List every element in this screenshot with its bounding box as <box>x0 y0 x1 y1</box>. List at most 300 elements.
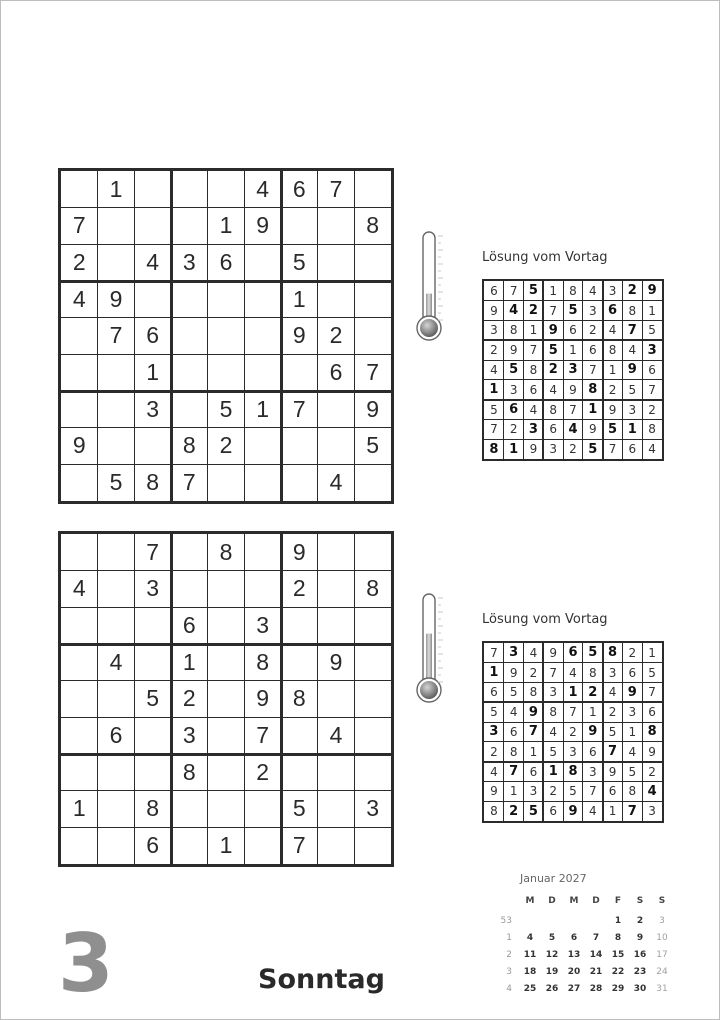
sudoku-cell[interactable]: 5 <box>219 395 233 422</box>
solution-cell: 1 <box>568 684 578 700</box>
sudoku-cell[interactable] <box>61 717 98 754</box>
sudoku-cell[interactable] <box>208 354 245 391</box>
day-number: 3 <box>58 917 114 1010</box>
sudoku-cell[interactable] <box>171 171 208 208</box>
sudoku-cell[interactable]: 8 <box>146 469 160 496</box>
solution-cell: 8 <box>588 382 598 398</box>
solution-cell: 3 <box>608 665 617 680</box>
sudoku-cell[interactable]: 2 <box>72 249 86 276</box>
calendar-weekday: S <box>636 896 644 906</box>
solution-cell: 1 <box>627 421 637 437</box>
solution-cell: 9 <box>548 322 558 338</box>
sudoku-cell[interactable] <box>98 571 135 608</box>
sudoku-cell[interactable] <box>244 318 281 355</box>
sudoku-cell[interactable] <box>208 571 245 608</box>
sudoku-cell[interactable] <box>281 208 318 245</box>
solution-cell: 8 <box>647 724 657 740</box>
solution-cell: 2 <box>648 764 656 779</box>
sudoku-cell[interactable]: 2 <box>292 575 306 602</box>
solution-cell: 5 <box>608 421 618 437</box>
solution-cell: 2 <box>528 303 538 319</box>
sudoku-cell[interactable] <box>354 534 391 571</box>
sudoku-cell[interactable]: 7 <box>146 538 160 565</box>
calendar-day: 2 <box>636 916 644 926</box>
solution-cell: 5 <box>490 705 498 720</box>
sudoku-cell[interactable] <box>98 681 135 718</box>
solution-cell: 7 <box>528 724 538 740</box>
sudoku-cell[interactable] <box>318 244 355 281</box>
sudoku-cell[interactable] <box>208 318 245 355</box>
sudoku-cell[interactable] <box>208 717 245 754</box>
solution-cell: 9 <box>648 744 656 759</box>
sudoku-cell[interactable]: 9 <box>72 432 86 459</box>
sudoku-cell[interactable]: 8 <box>146 795 160 822</box>
sudoku-cell[interactable] <box>354 281 391 318</box>
sudoku-cell[interactable] <box>318 534 355 571</box>
solution-cell: 1 <box>608 804 617 819</box>
sudoku-cell[interactable] <box>61 391 98 428</box>
sudoku-cell[interactable]: 7 <box>72 212 86 239</box>
solution-cell: 6 <box>628 665 637 680</box>
calendar-day: 9 <box>636 933 644 943</box>
solution-label: Lösung vom Vortag <box>482 250 608 265</box>
calendar-weekday: D <box>548 896 556 906</box>
sudoku-cell[interactable] <box>61 171 98 208</box>
sudoku-cell[interactable]: 8 <box>182 432 196 459</box>
sudoku-cell[interactable] <box>318 827 355 864</box>
sudoku-cell[interactable]: 2 <box>329 322 343 349</box>
calendar-day: 10 <box>656 933 668 943</box>
sudoku-cell[interactable]: 3 <box>146 395 160 422</box>
sudoku-cell[interactable] <box>171 827 208 864</box>
calendar-day: 3 <box>659 916 665 926</box>
solution-cell: 8 <box>529 362 538 377</box>
sudoku-cell[interactable]: 5 <box>146 685 160 712</box>
sudoku-cell[interactable] <box>171 281 208 318</box>
calendar-day: 7 <box>592 933 600 943</box>
sudoku-cell[interactable]: 1 <box>146 359 160 386</box>
solution-cell: 1 <box>509 441 519 457</box>
solution-cell: 1 <box>588 402 598 418</box>
sudoku-cell[interactable] <box>98 208 135 245</box>
sudoku-cell[interactable] <box>208 644 245 681</box>
sudoku-cell[interactable]: 6 <box>109 722 123 749</box>
solution-cell: 3 <box>489 724 499 740</box>
solution-grid-1 <box>482 279 664 461</box>
sudoku-cell[interactable] <box>171 571 208 608</box>
calendar-weekday: D <box>592 896 600 906</box>
sudoku-cell[interactable] <box>134 607 171 644</box>
calendar-day: 8 <box>614 933 622 943</box>
sudoku-cell[interactable]: 3 <box>256 612 270 639</box>
solution-cell: 3 <box>509 382 518 397</box>
sudoku-cell[interactable] <box>318 571 355 608</box>
solution-cell: 9 <box>509 665 518 680</box>
sudoku-cell[interactable] <box>354 171 391 208</box>
solution-cell: 5 <box>628 382 637 397</box>
solution-cell: 2 <box>548 362 558 378</box>
sudoku-cell[interactable]: 9 <box>292 538 306 565</box>
solution-cell: 7 <box>627 322 637 338</box>
sudoku-cell[interactable]: 5 <box>292 795 306 822</box>
sudoku-cell[interactable]: 1 <box>292 285 306 312</box>
solution-cell: 7 <box>549 303 558 318</box>
calendar-day: 11 <box>523 950 537 960</box>
solution-cell: 6 <box>608 303 618 319</box>
sudoku-cell[interactable] <box>318 391 355 428</box>
sudoku-cell[interactable]: 1 <box>72 795 86 822</box>
sudoku-cell[interactable]: 4 <box>329 722 343 749</box>
sudoku-cell[interactable] <box>171 318 208 355</box>
solution-cell: 6 <box>529 764 538 779</box>
sudoku-cell[interactable] <box>354 318 391 355</box>
sudoku-cell[interactable]: 9 <box>366 395 380 422</box>
solution-cell: 9 <box>568 803 578 819</box>
sudoku-cell[interactable]: 9 <box>292 322 306 349</box>
sudoku-cell[interactable]: 8 <box>366 212 380 239</box>
calendar-week-number: 1 <box>506 933 512 943</box>
solution-cell: 2 <box>569 724 577 739</box>
solution-cell: 3 <box>509 645 519 661</box>
sudoku-cell[interactable]: 7 <box>182 469 196 496</box>
calendar-day: 16 <box>633 950 647 960</box>
solution-cell: 3 <box>529 784 538 799</box>
solution-cell: 9 <box>588 422 597 437</box>
solution-cell: 2 <box>608 705 617 720</box>
solution-cell: 4 <box>647 783 657 799</box>
sudoku-cell[interactable] <box>318 281 355 318</box>
sudoku-cell[interactable] <box>318 754 355 791</box>
sudoku-cell[interactable] <box>281 354 318 391</box>
solution-cell: 5 <box>509 362 519 378</box>
sudoku-cell[interactable]: 7 <box>292 395 306 422</box>
solution-cell: 9 <box>627 684 637 700</box>
solution-cell: 4 <box>549 382 558 397</box>
sudoku-cell[interactable] <box>61 464 98 501</box>
solution-label: Lösung vom Vortag <box>482 612 608 627</box>
sudoku-cell[interactable] <box>61 354 98 391</box>
solution-cell: 6 <box>568 645 578 661</box>
solution-cell: 8 <box>529 685 538 700</box>
sudoku-cell[interactable]: 1 <box>256 395 270 422</box>
solution-cell: 4 <box>568 421 578 437</box>
sudoku-cell[interactable] <box>318 428 355 465</box>
solution-cell: 2 <box>490 744 498 759</box>
solution-cell: 8 <box>628 303 637 318</box>
solution-cell: 9 <box>588 724 598 740</box>
solution-cell: 7 <box>509 764 519 780</box>
calendar-day: 21 <box>589 967 603 977</box>
calendar-day: 20 <box>567 967 581 977</box>
sudoku-cell[interactable] <box>318 791 355 828</box>
sudoku-cell[interactable] <box>171 354 208 391</box>
sudoku-cell[interactable] <box>208 171 245 208</box>
sudoku-cell[interactable] <box>61 607 98 644</box>
sudoku-cell[interactable]: 9 <box>256 685 270 712</box>
solution-cell: 2 <box>509 803 519 819</box>
sudoku-cell[interactable] <box>354 607 391 644</box>
solution-cell: 7 <box>569 402 577 417</box>
sudoku-cell[interactable]: 5 <box>109 469 123 496</box>
solution-cell: 8 <box>549 705 558 720</box>
solution-cell: 9 <box>569 382 577 397</box>
sudoku-cell[interactable] <box>208 681 245 718</box>
solution-cell: 1 <box>489 665 499 681</box>
calendar-day: 23 <box>633 967 647 977</box>
sudoku-cell[interactable] <box>98 354 135 391</box>
sudoku-cell[interactable]: 7 <box>109 322 123 349</box>
sudoku-cell[interactable]: 4 <box>72 285 86 312</box>
sudoku-cell[interactable] <box>171 791 208 828</box>
sudoku-cell[interactable] <box>281 644 318 681</box>
sudoku-cell[interactable] <box>98 391 135 428</box>
sudoku-cell[interactable] <box>98 791 135 828</box>
sudoku-cell[interactable]: 6 <box>146 322 160 349</box>
sudoku-cell[interactable] <box>244 428 281 465</box>
sudoku-cell[interactable]: 9 <box>329 648 343 675</box>
sudoku-cell[interactable]: 1 <box>182 648 196 675</box>
sudoku-cell[interactable]: 3 <box>146 575 160 602</box>
calendar-day: 12 <box>545 950 559 960</box>
sudoku-cell[interactable] <box>134 754 171 791</box>
calendar-day: 18 <box>523 967 537 977</box>
sudoku-cell[interactable]: 2 <box>182 685 196 712</box>
solution-cell: 5 <box>528 803 538 819</box>
sudoku-cell[interactable]: 3 <box>182 722 196 749</box>
solution-cell: 2 <box>490 343 498 358</box>
solution-cell: 1 <box>648 303 656 318</box>
solution-cell: 6 <box>588 343 597 358</box>
sudoku-cell[interactable] <box>208 464 245 501</box>
sudoku-cell[interactable]: 5 <box>292 249 306 276</box>
sudoku-cell[interactable]: 8 <box>219 538 233 565</box>
solution-cell: 7 <box>648 382 656 397</box>
solution-cell: 6 <box>588 744 597 759</box>
calendar-week-number: 4 <box>506 984 512 994</box>
calendar-day: 25 <box>523 984 537 994</box>
sudoku-cell[interactable] <box>134 717 171 754</box>
solution-cell: 2 <box>529 665 538 680</box>
solution-cell: 1 <box>489 382 499 398</box>
sudoku-cell[interactable]: 4 <box>72 575 86 602</box>
sudoku-cell[interactable] <box>354 644 391 681</box>
solution-cell: 4 <box>628 343 637 358</box>
sudoku-cell[interactable]: 4 <box>109 648 123 675</box>
solution-cell: 4 <box>509 705 518 720</box>
solution-cell: 4 <box>490 362 498 377</box>
sudoku-cell[interactable] <box>208 754 245 791</box>
sudoku-cell[interactable] <box>244 244 281 281</box>
sudoku-cell[interactable] <box>134 171 171 208</box>
sudoku-cell[interactable] <box>98 754 135 791</box>
sudoku-cell[interactable]: 7 <box>366 359 380 386</box>
sudoku-cell[interactable] <box>61 754 98 791</box>
solution-cell: 8 <box>608 343 617 358</box>
sudoku-cell[interactable]: 6 <box>219 249 233 276</box>
solution-cell: 3 <box>648 804 656 819</box>
solution-cell: 3 <box>588 303 597 318</box>
solution-cell: 8 <box>608 645 618 661</box>
sudoku-cell[interactable] <box>98 428 135 465</box>
sudoku-cell[interactable] <box>134 208 171 245</box>
solution-cell: 8 <box>509 323 518 338</box>
solution-cell: 9 <box>529 442 538 457</box>
sudoku-cell[interactable] <box>318 681 355 718</box>
sudoku-cell[interactable]: 9 <box>256 212 270 239</box>
solution-cell: 7 <box>529 343 538 358</box>
solution-cell: 4 <box>588 283 597 298</box>
sudoku-cell[interactable] <box>354 827 391 864</box>
calendar-weekday: M <box>525 896 535 906</box>
sudoku-cell[interactable]: 8 <box>256 648 270 675</box>
sudoku-cell[interactable] <box>171 208 208 245</box>
sudoku-cell[interactable]: 4 <box>146 249 160 276</box>
calendar-weekday: F <box>614 896 622 906</box>
sudoku-cell[interactable]: 9 <box>109 285 123 312</box>
solution-cell: 3 <box>647 342 657 358</box>
solution-cell: 6 <box>549 804 558 819</box>
sudoku-cell[interactable]: 3 <box>366 795 380 822</box>
sudoku-cell[interactable] <box>281 428 318 465</box>
sudoku-cell[interactable] <box>134 281 171 318</box>
solution-cell: 3 <box>628 402 637 417</box>
sudoku-cell[interactable]: 8 <box>182 758 196 785</box>
sudoku-cell[interactable]: 6 <box>292 175 306 202</box>
calendar-day: 5 <box>548 933 556 943</box>
sudoku-cell[interactable] <box>98 534 135 571</box>
solution-cell: 6 <box>509 402 519 418</box>
sudoku-cell[interactable] <box>61 318 98 355</box>
sudoku-cell[interactable] <box>281 464 318 501</box>
solution-cell: 7 <box>490 645 498 660</box>
solution-cell: 5 <box>568 303 578 319</box>
calendar-weekday: M <box>569 896 579 906</box>
sudoku-cell[interactable] <box>244 281 281 318</box>
sudoku-cell[interactable]: 6 <box>329 359 343 386</box>
sudoku-cell[interactable] <box>244 354 281 391</box>
sudoku-cell[interactable] <box>208 791 245 828</box>
sudoku-cell[interactable]: 3 <box>182 249 196 276</box>
sudoku-cell[interactable]: 7 <box>292 832 306 859</box>
sudoku-cell[interactable] <box>61 681 98 718</box>
sudoku-cell[interactable]: 5 <box>366 432 380 459</box>
solution-cell: 6 <box>569 323 577 338</box>
sudoku-grid-2 <box>58 531 394 867</box>
solution-cell: 5 <box>548 342 558 358</box>
sudoku-cell[interactable] <box>281 607 318 644</box>
sudoku-cell[interactable] <box>281 717 318 754</box>
sudoku-cell[interactable] <box>244 827 281 864</box>
calendar-day: 15 <box>611 950 625 960</box>
sudoku-cell[interactable] <box>244 571 281 608</box>
solution-cell: 5 <box>608 724 617 739</box>
sudoku-cell[interactable] <box>98 244 135 281</box>
calendar-day: 31 <box>656 984 668 994</box>
sudoku-cell[interactable]: 2 <box>256 758 270 785</box>
solution-cell: 7 <box>627 803 637 819</box>
sudoku-cell[interactable] <box>318 607 355 644</box>
sudoku-cell[interactable]: 6 <box>146 832 160 859</box>
solution-cell: 6 <box>648 705 656 720</box>
sudoku-cell[interactable] <box>98 827 135 864</box>
solution-cell: 4 <box>529 645 538 660</box>
calendar-day: 29 <box>611 984 625 994</box>
calendar-day: 28 <box>589 984 603 994</box>
sudoku-cell[interactable] <box>208 607 245 644</box>
sudoku-cell[interactable]: 7 <box>256 722 270 749</box>
sudoku-cell[interactable] <box>61 827 98 864</box>
solution-cell: 8 <box>628 784 637 799</box>
solution-cell: 8 <box>549 402 558 417</box>
sudoku-cell[interactable] <box>98 607 135 644</box>
solution-cell: 7 <box>569 705 577 720</box>
sudoku-cell[interactable] <box>134 428 171 465</box>
solution-cell: 6 <box>490 283 498 298</box>
sudoku-cell[interactable] <box>171 391 208 428</box>
sudoku-cell[interactable]: 6 <box>182 612 196 639</box>
sudoku-cell[interactable] <box>134 644 171 681</box>
solution-cell: 5 <box>509 685 518 700</box>
sudoku-cell[interactable] <box>354 681 391 718</box>
sudoku-cell[interactable]: 1 <box>109 175 123 202</box>
calendar-title: Januar 2027 <box>520 872 587 885</box>
solution-cell: 7 <box>588 784 597 799</box>
solution-cell: 3 <box>628 705 637 720</box>
solution-cell: 7 <box>608 744 618 760</box>
sudoku-cell[interactable]: 1 <box>219 212 233 239</box>
sudoku-cell[interactable] <box>354 754 391 791</box>
calendar-day: 4 <box>526 933 534 943</box>
sudoku-cell[interactable]: 8 <box>366 575 380 602</box>
sudoku-cell[interactable] <box>281 754 318 791</box>
solution-cell: 2 <box>627 283 637 299</box>
sudoku-cell[interactable]: 2 <box>219 432 233 459</box>
sudoku-cell[interactable] <box>244 464 281 501</box>
solution-cell: 8 <box>648 422 656 437</box>
solution-cell: 4 <box>648 442 656 457</box>
solution-cell: 1 <box>628 724 637 739</box>
sudoku-cell[interactable] <box>354 244 391 281</box>
sudoku-cell[interactable]: 4 <box>329 469 343 496</box>
solution-cell: 2 <box>628 645 637 660</box>
calendar-day: 6 <box>570 933 578 943</box>
solution-cell: 6 <box>628 442 637 457</box>
sudoku-cell[interactable] <box>61 534 98 571</box>
solution-cell: 5 <box>648 665 656 680</box>
sudoku-cell[interactable] <box>244 534 281 571</box>
thermometer-icon <box>414 228 444 343</box>
solution-cell: 4 <box>509 303 519 319</box>
solution-cell: 1 <box>608 362 617 377</box>
sudoku-cell[interactable] <box>61 644 98 681</box>
sudoku-cell[interactable]: 1 <box>219 832 233 859</box>
sudoku-cell[interactable] <box>244 791 281 828</box>
sudoku-cell[interactable] <box>171 534 208 571</box>
calendar-day: 24 <box>656 967 668 977</box>
sudoku-cell[interactable] <box>208 281 245 318</box>
calendar-week-number: 53 <box>500 916 512 926</box>
solution-cell: 6 <box>549 422 558 437</box>
sudoku-cell[interactable] <box>318 208 355 245</box>
sudoku-cell[interactable]: 4 <box>256 175 270 202</box>
sudoku-cell[interactable] <box>354 717 391 754</box>
sudoku-cell[interactable] <box>354 464 391 501</box>
sudoku-cell[interactable]: 7 <box>329 175 343 202</box>
sudoku-cell[interactable]: 8 <box>292 685 306 712</box>
solution-cell: 1 <box>569 343 577 358</box>
solution-cell: 7 <box>509 283 518 298</box>
calendar-day: 17 <box>656 950 668 960</box>
